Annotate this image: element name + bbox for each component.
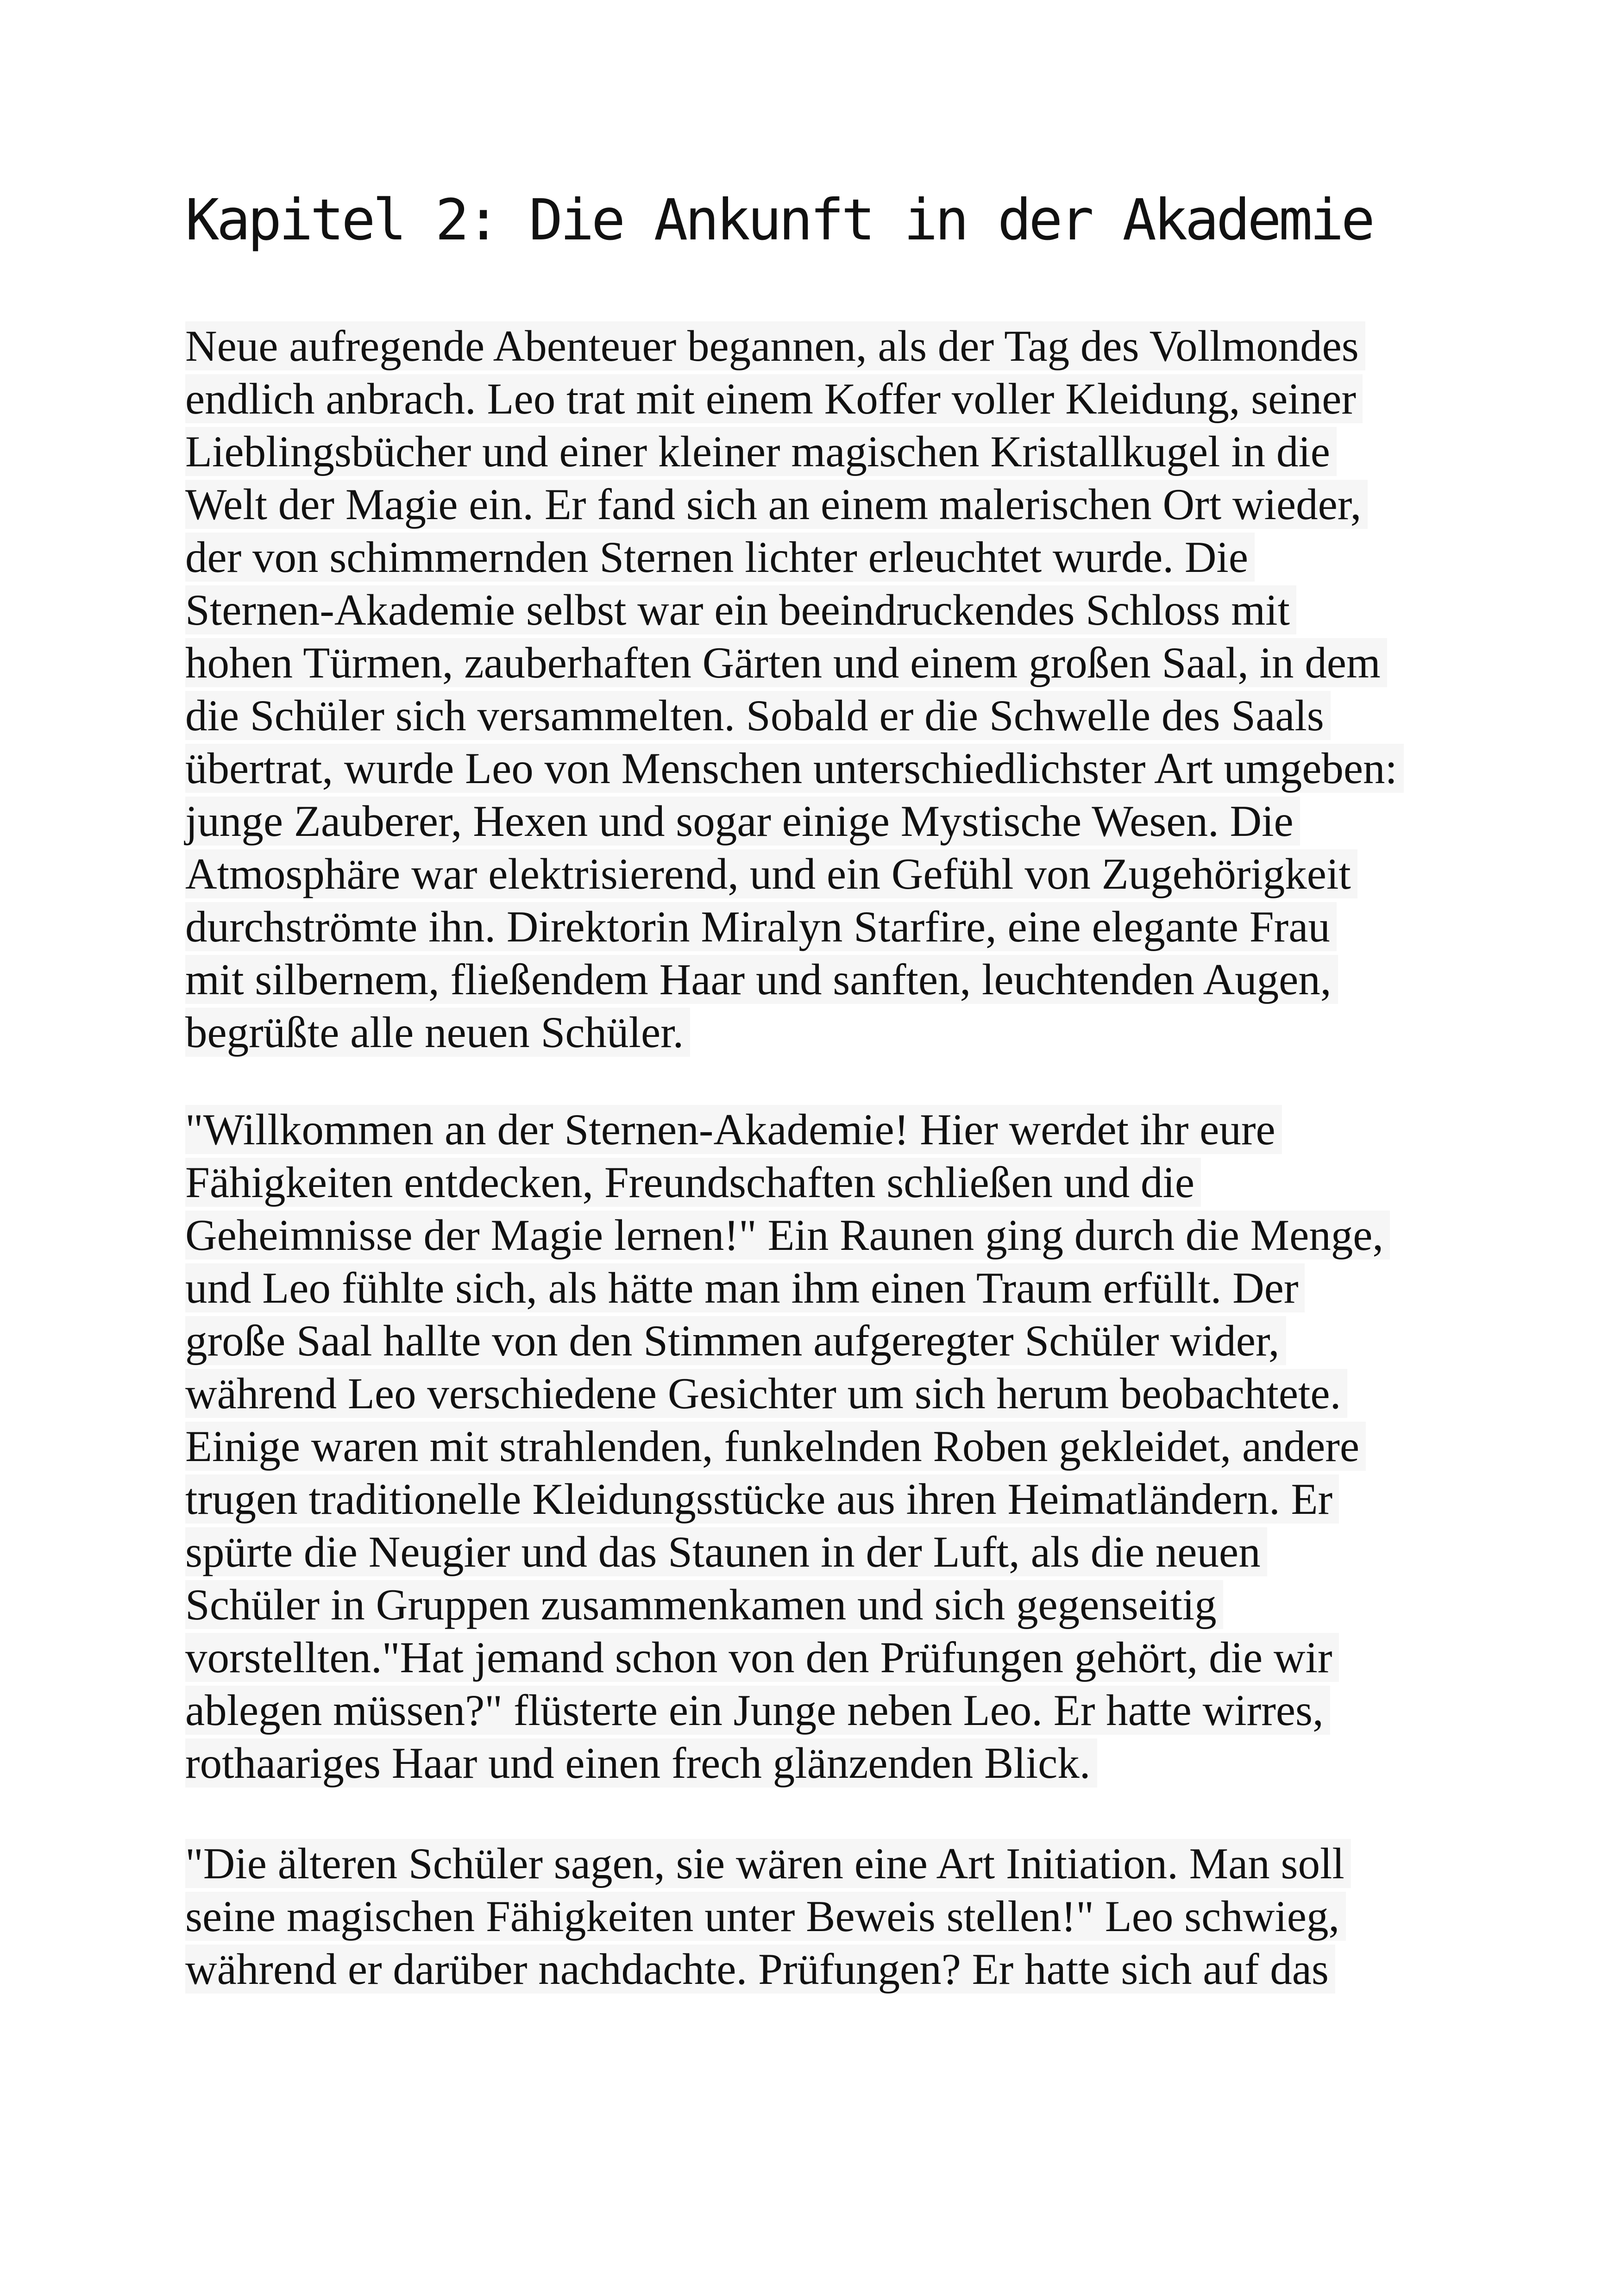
text-line: Geheimnisse der Magie lernen!" Ein Raunen ging durch die Menge, [185,1209,1390,1261]
text-line: während er darüber nachdachte. Prüfungen? Er hatte sich auf das [185,1943,1351,1995]
text-line: "Willkommen an der Sternen-Akademie! Hier werdet ihr eure [185,1103,1390,1156]
text-line: Neue aufregende Abenteuer begannen, als der Tag des Vollmondes [185,320,1404,372]
text-line: während Leo verschiedene Gesichter um sich herum beobachtete. [185,1367,1390,1420]
text-line: seine magischen Fähigkeiten unter Beweis stellen!" Leo schwieg, [185,1890,1351,1943]
text-line: die Schüler sich versammelten. Sobald er die Schwelle des Saals [185,689,1404,742]
text-line: durchströmte ihn. Direktorin Miralyn Starfire, eine elegante Frau [185,900,1404,953]
text-line: Einige waren mit strahlenden, funkelnden Roben gekleidet, andere [185,1420,1390,1473]
text-line: vorstellten."Hat jemand schon von den Prüfungen gehört, die wir [185,1631,1390,1684]
text-line: Lieblingsbücher und einer kleiner magischen Kristallkugel in die [185,425,1404,478]
paragraph-exams [185,1837,1351,1995]
text-line: und Leo fühlte sich, als hätte man ihm einen Traum erfüllt. Der [185,1261,1390,1314]
text-line: junge Zauberer, Hexen und sogar einige Mystische Wesen. Die [185,795,1404,847]
text-line: begrüßte alle neuen Schüler. [185,1006,1404,1059]
text-line: übertrat, wurde Leo von Menschen unterschiedlichster Art umgeben: [185,742,1404,795]
text-line: mit silbernem, fließendem Haar und sanften, leuchtenden Augen, [185,953,1404,1006]
text-line: trugen traditionelle Kleidungsstücke aus ihren Heimatländern. Er [185,1473,1390,1525]
text-line: rothaariges Haar und einen frech glänzenden Blick. [185,1737,1390,1789]
paragraph-welcome [185,1103,1390,1789]
text-line: spürte die Neugier und das Staunen in der Luft, als die neuen [185,1525,1390,1578]
text-line: große Saal hallte von den Stimmen aufgeregter Schüler wider, [185,1314,1390,1367]
text-line: Welt der Magie ein. Er fand sich an einem malerischen Ort wieder, [185,478,1404,531]
text-line: hohen Türmen, zauberhaften Gärten und einem großen Saal, in dem [185,636,1404,689]
text-line: Sternen-Akademie selbst war ein beeindruckendes Schloss mit [185,583,1404,636]
text-line: Atmosphäre war elektrisierend, und ein Gefühl von Zugehörigkeit [185,847,1404,900]
chapter-title: Kapitel 2: Die Ankunft in der Akademie [185,187,1373,253]
paragraph-arrival [185,320,1404,1059]
text-line: endlich anbrach. Leo trat mit einem Koffer voller Kleidung, seiner [185,372,1404,425]
text-line: "Die älteren Schüler sagen, sie wären eine Art Initiation. Man soll [185,1837,1351,1890]
text-line: Fähigkeiten entdecken, Freundschaften schließen und die [185,1156,1390,1209]
text-line: der von schimmernden Sternen lichter erleuchtet wurde. Die [185,531,1404,583]
text-line: Schüler in Gruppen zusammenkamen und sich gegenseitig [185,1578,1390,1631]
text-line: ablegen müssen?" flüsterte ein Junge neben Leo. Er hatte wirres, [185,1684,1390,1737]
